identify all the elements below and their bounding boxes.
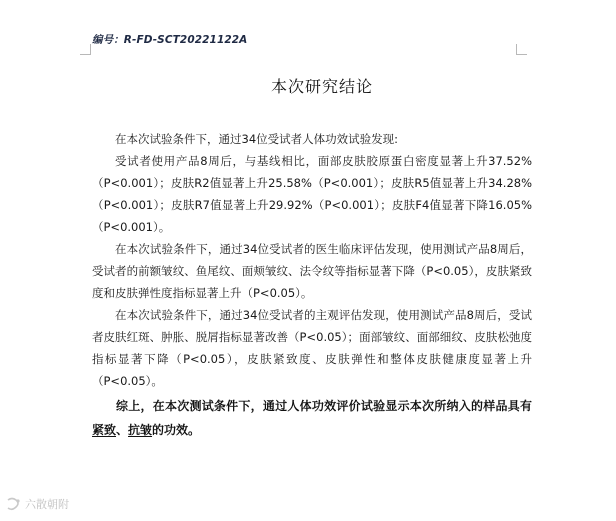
- paragraph-clinical-evaluation: 在本次试验条件下，通过34位受试者的医生临床评估发现，使用测试产品8周后，受试者的前额皱纹、鱼尾纹、面颊皱纹、法令纹等指标显著下降（P<0.05），皮肤紧致度和皮肤弹性度指标显著上升（P<0.05）。: [92, 242, 532, 300]
- margin-corner-mark-right: [516, 44, 527, 55]
- document-number: 编号：R-FD-SCT20221122A: [92, 34, 248, 46]
- margin-corner-mark-left: [80, 44, 91, 55]
- conclusion-keyword-firming: 紧致: [92, 423, 117, 437]
- watermark-logo-icon: [6, 497, 22, 511]
- conclusion-suffix: 的功效。: [152, 423, 201, 437]
- paragraph-subjective-evaluation: 在本次试验条件下，通过34位受试者的主观评估发现，使用测试产品8周后，受试者皮肤红斑、肿胀、脱屑指标显著改善（P<0.05）；面部皱纹、面部细纹、皮肤松弛度指标显著下降（P<0.05），皮肤紧致度、皮肤弹性和整体皮肤健康度显著上升（P<0.05）。: [92, 308, 532, 388]
- conclusion-keyword-antiwrinkle: 抗皱: [128, 423, 153, 437]
- watermark: [6, 496, 69, 512]
- paragraph-conclusion: [92, 394, 532, 442]
- conclusion-text: 综上，在本次测试条件下，通过人体功效评价试验显示本次所纳入的样品具有: [116, 399, 532, 413]
- document-title: 本次研究结论: [270, 77, 373, 96]
- paragraph-instrument-results: 受试者使用产品8周后，与基线相比，面部皮肤胶原蛋白密度显著上升37.52%（P<0.001）；皮肤R2值显著上升25.58%（P<0.001）；皮肤R5值显著上升34.28%（P<0.001）；皮肤R7值显著上升29.92%（P<0.001）；皮肤F4值显著下降16.05%（P<0.001）。: [92, 154, 532, 234]
- watermark-text: 六散朝附: [25, 498, 69, 511]
- paragraph-intro: 在本次试验条件下，通过34位受试者人体功效试验发现:: [115, 132, 399, 146]
- conclusion-separator: 、: [116, 423, 129, 437]
- document-body: [92, 128, 532, 442]
